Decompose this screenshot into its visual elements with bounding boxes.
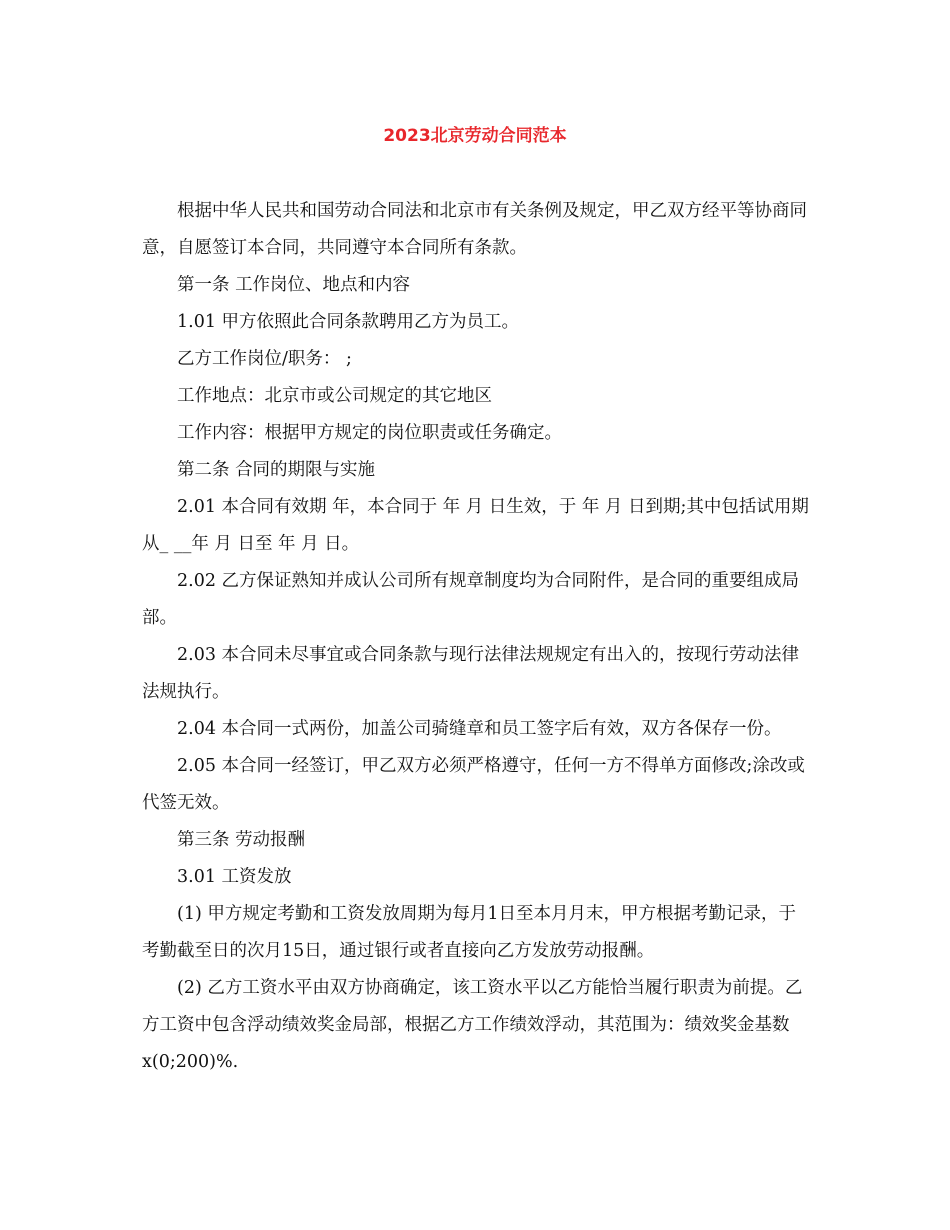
document-body: [142, 193, 812, 1081]
clause-2-02: 2.02 乙方保证熟知并成认公司所有规章制度均为合同附件，是合同的重要组成局部。: [142, 571, 800, 628]
clause-2-01: 2.01 本合同有效期 年，本合同于 年 月 日生效，于 年 月 日到期;其中包括试用期从_ __年 月 日至 年 月 日。: [142, 497, 809, 554]
article-2-heading: 第二条 合同的期限与实施: [177, 460, 376, 480]
work-content-line: 工作内容：根据甲方规定的岗位职责或任务确定。: [177, 423, 562, 443]
clause-2-05: 2.05 本合同一经签订，甲乙双方必须严格遵守，任何一方不得单方面修改;涂改或代签无效。: [142, 756, 805, 813]
work-location-line: 工作地点：北京市或公司规定的其它地区: [177, 386, 492, 406]
clause-3-01: 3.01 工资发放: [177, 867, 292, 887]
clause-2-04: 2.04 本合同一式两份，加盖公司骑缝章和员工签字后有效，双方各保存一份。: [177, 719, 782, 739]
clause-2-03: 2.03 本合同未尽事宜或合同条款与现行法律法规规定有出入的，按现行劳动法律法规执行。: [142, 645, 800, 702]
document-title: 2023北京劳动合同范本: [383, 126, 567, 146]
clause-1-01: 1.01 甲方依照此合同条款聘用乙方为员工。: [177, 312, 520, 332]
paragraph-intro: 根据中华人民共和国劳动合同法和北京市有关条例及规定，甲乙双方经平等协商同意，自愿签订本合同，共同遵守本合同所有条款。: [142, 201, 807, 258]
clause-3-01-item-1: (1) 甲方规定考勤和工资发放周期为每月1日至本月月末，甲方根据考勤记录，于考勤截至日的次月15日，通过银行或者直接向乙方发放劳动报酬。: [142, 904, 796, 961]
clause-3-01-item-2: (2) 乙方工资水平由双方协商确定，该工资水平以乙方能恰当履行职责为前提。乙方工资中包含浮动绩效奖金局部，根据乙方工作绩效浮动，其范围为：绩效奖金基数x(0;200)%.: [142, 978, 803, 1072]
article-3-heading: 第三条 劳动报酬: [177, 830, 306, 850]
article-1-heading: 第一条 工作岗位、地点和内容: [177, 275, 411, 295]
job-position-line: 乙方工作岗位/职务： ;: [177, 349, 352, 369]
